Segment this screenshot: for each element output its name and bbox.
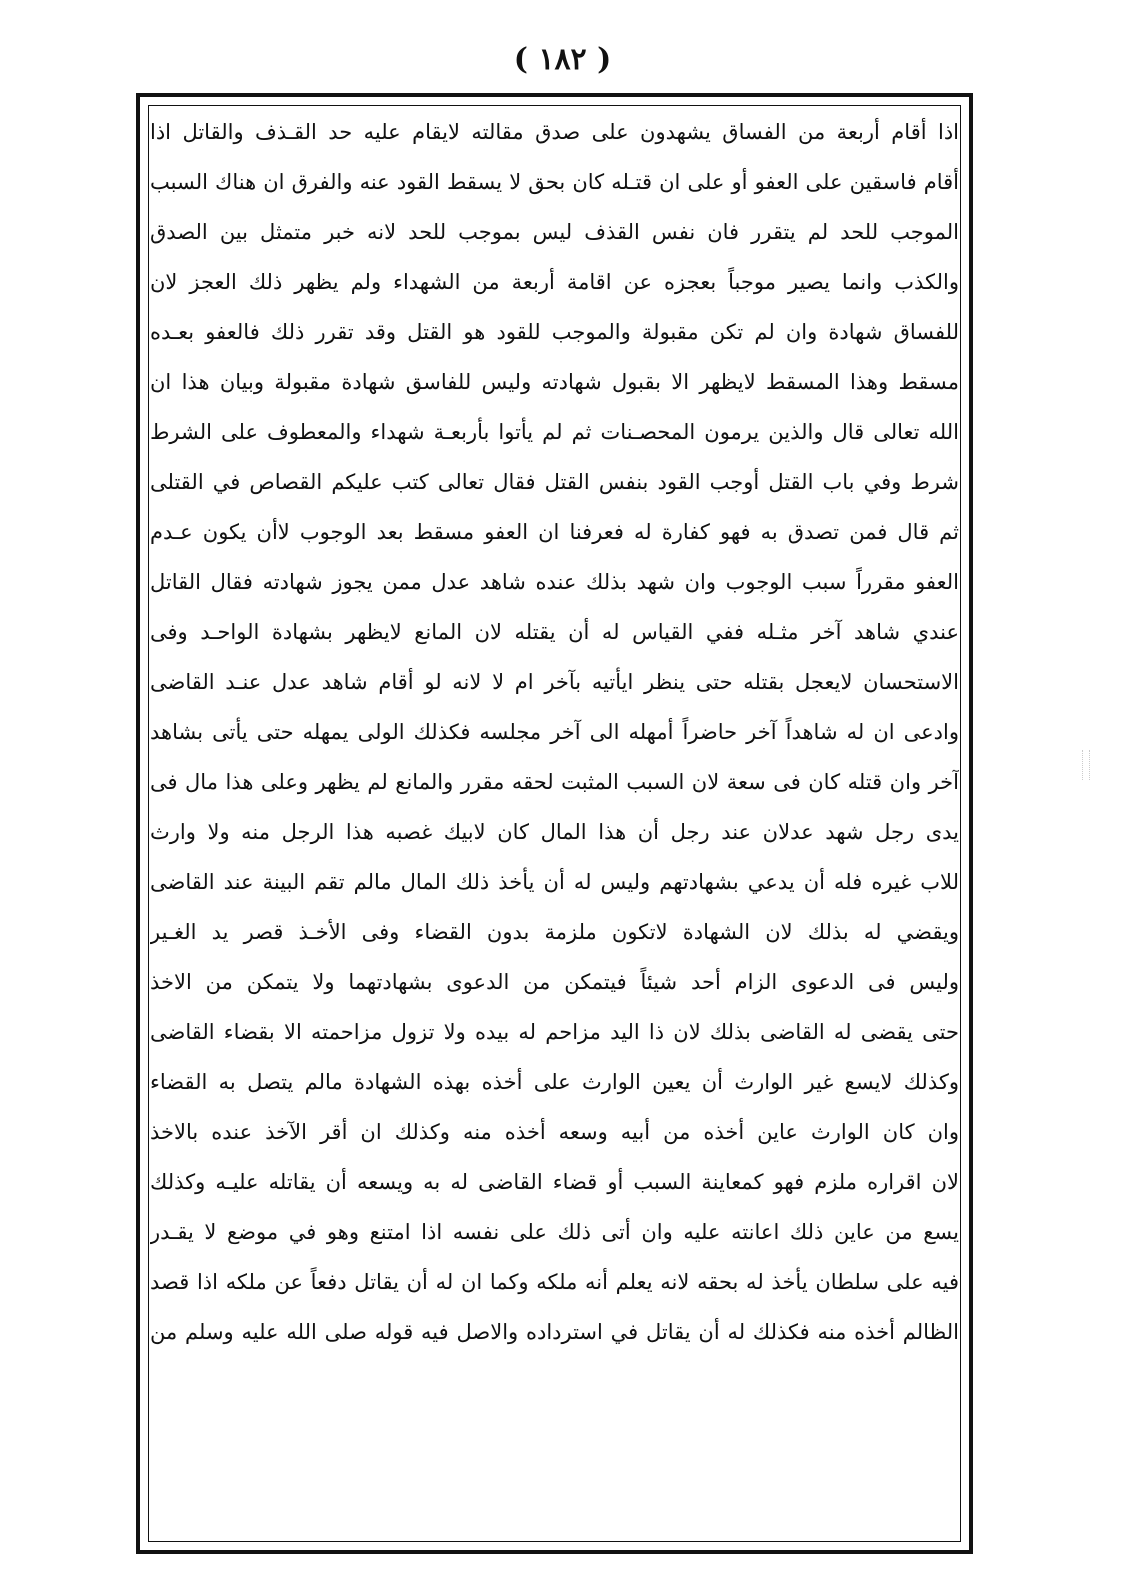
text-line: يدى رجل شهد عدلان عند رجل أن هذا المال كان لابيك غصبه هذا الرجل منه ولا وارث: [150, 820, 959, 844]
text-line: عندي شاهد آخر مثـله ففي القياس له أن يقتله لان المانع لايظهر بشهادة الواحـد وفى: [150, 620, 959, 644]
text-line: وان كان الوارث عاين أخذه من أبيه وسعه أخذه منه وكذلك ان أقر الآخذ عنده بالاخذ: [150, 1120, 959, 1144]
text-line: لان اقراره ملزم فهو كمعاينة السبب أو قضاء القاضى له به ويسعه أن يقاتله عليـه وكذلك: [150, 1170, 959, 1194]
text-line: الموجب للحد لم يتقرر فان نفس القذف ليس بموجب للحد لانه خبر متمثل بين الصدق: [150, 220, 959, 244]
page-number: ( ١٨٢ ): [513, 42, 612, 77]
body-text: [150, 107, 959, 1497]
text-line: وليس فى الدعوى الزام أحد شيئاً فيتمكن من الدعوى بشهادتهما ولا يتمكن من الاخذ: [150, 970, 959, 994]
text-line: الله تعالى قال والذين يرمون المحصـنات ثم لم يأتوا بأربعـة شهداء والمعطوف على الشرط: [150, 420, 959, 444]
text-line: فيه على سلطان يأخذ له بحقه لانه يعلم أنه ملكه وكما ان له أن يقاتل دفعاً عن ملكه اذا قصد: [150, 1270, 959, 1294]
text-line: للفساق شهادة وان لم تكن مقبولة والموجب للقود هو القتل وقد تقرر ذلك فالعفو بعـده: [150, 320, 959, 344]
text-line: شرط وفي باب القتل أوجب القود بنفس القتل فقال تعالى كتب عليكم القصاص في القتلى: [150, 470, 959, 494]
text-line: العفو مقرراً سبب الوجوب وان شهد بذلك عنده شاهد عدل ممن يجوز شهادته فقال القاتل: [150, 570, 959, 594]
text-line: يسع من عاين ذلك اعانته عليه وان أتى ذلك على نفسه اذا امتنع وهو في موضع لا يقـدر: [150, 1220, 959, 1244]
text-line: وادعى ان له شاهداً آخر حاضراً أمهله الى آخر مجلسه فكذلك الولى يمهله حتى يأتى بشاهد: [150, 720, 959, 744]
scan-artifact: [1082, 750, 1090, 780]
text-line: ثم قال فمن تصدق به فهو كفارة له فعرفنا ان العفو مسقط بعد الوجوب لاأن يكون عـدم: [150, 520, 959, 544]
text-line: الاستحسان لايعجل بقتله حتى ينظر ايأتيه بآخر ام لا لانه لو أقام شاهد عدل عنـد القاضى: [150, 670, 959, 694]
text-line: وكذلك لايسع غير الوارث أن يعين الوارث على أخذه بهذه الشهادة مالم يتصل به القضاء: [150, 1070, 959, 1094]
text-line: الظالم أخذه منه فكذلك له أن يقاتل في استرداده والاصل فيه قوله صلى الله عليه وسلم من: [150, 1320, 959, 1344]
text-line: اذا أقام أربعة من الفساق يشهدون على صدق مقالته لايقام عليه حد القـذف والقاتل اذا: [150, 120, 959, 144]
text-line: للاب غيره فله أن يدعي بشهادتهم وليس له أن يأخذ ذلك المال مالم تقم البينة عند القاضى: [150, 870, 959, 894]
text-line: والكذب وانما يصير موجباً بعجزه عن اقامة أربعة من الشهداء ولم يظهر ذلك العجز لان: [150, 270, 959, 294]
text-line: ويقضي له بذلك لان الشهادة لاتكون ملزمة بدون القضاء وفى الأخـذ قصر يد الغـير: [150, 920, 959, 944]
text-line: مسقط وهذا المسقط لايظهر الا بقبول شهادته وليس للفاسق شهادة مقبولة وبيان هذا ان: [150, 370, 959, 394]
text-line: حتى يقضى له القاضى بذلك لان ذا اليد مزاحم له بيده ولا تزول مزاحمته الا بقضاء القاضى: [150, 1020, 959, 1044]
text-line: آخر وان قتله كان فى سعة لان السبب المثبت لحقه مقرر والمانع لم يظهر وعلى هذا مال فى: [150, 770, 959, 794]
text-line: أقام فاسقين على العفو أو على ان قتـله كان بحق لا يسقط القود عنه والفرق ان هناك السبب: [150, 170, 959, 194]
